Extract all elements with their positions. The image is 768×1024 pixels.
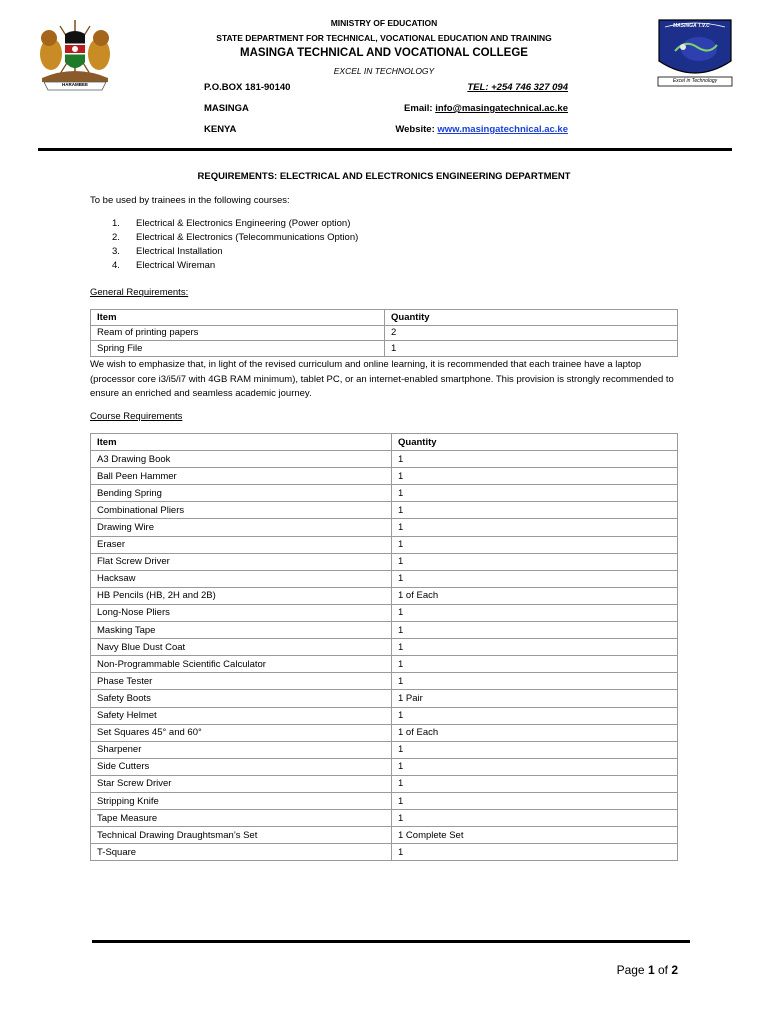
quantity-cell: 1 Complete Set (392, 827, 678, 844)
item-cell: A3 Drawing Book (91, 451, 392, 468)
general-requirements-table (90, 309, 678, 357)
column-header-quantity: Quantity (392, 434, 678, 451)
table-row (91, 604, 678, 621)
telephone: TEL: +254 746 327 094 (467, 82, 568, 93)
item-cell: Navy Blue Dust Coat (91, 639, 392, 656)
quantity-cell: 1 (392, 536, 678, 553)
item-cell: Sharpener (91, 741, 392, 758)
table-row (91, 341, 678, 357)
quantity-cell: 1 (392, 792, 678, 809)
website-line (395, 124, 568, 135)
page-number: Page 1 of 2 (616, 963, 678, 977)
list-item: 1. Electrical & Electronics Engineering (Power option) (112, 218, 351, 229)
quantity-cell: 1 (392, 604, 678, 621)
quantity-cell: 1 Pair (392, 690, 678, 707)
column-header-quantity: Quantity (385, 310, 678, 326)
table-row (91, 690, 678, 707)
email-label: Email: (404, 103, 436, 114)
address-line-pobox: P.O.BOX 181-90140 (204, 82, 291, 93)
table-row (91, 502, 678, 519)
table-row (91, 519, 678, 536)
header-divider (38, 148, 732, 151)
list-item: 4. Electrical Wireman (112, 260, 216, 271)
table-row (91, 792, 678, 809)
address-line-town: MASINGA (204, 103, 249, 114)
email-line (404, 103, 568, 114)
quantity-cell: 1 (385, 341, 678, 357)
course-requirements-heading: Course Requirements (90, 411, 183, 422)
intro-text: To be used by trainees in the following courses: (90, 195, 290, 206)
item-cell: Technical Drawing Draughtsman’s Set (91, 827, 392, 844)
item-cell: Ball Peen Hammer (91, 468, 392, 485)
item-cell: Side Cutters (91, 758, 392, 775)
college-logo-text: MASINGA T.V.C (673, 23, 710, 29)
address-line-country: KENYA (204, 124, 237, 135)
item-cell: Stripping Knife (91, 792, 392, 809)
quantity-cell: 1 of Each (392, 724, 678, 741)
table-row (91, 775, 678, 792)
item-cell: Spring File (91, 341, 385, 357)
item-cell: Flat Screw Driver (91, 553, 392, 570)
list-item: 3. Electrical Installation (112, 246, 223, 257)
item-cell: Phase Tester (91, 673, 392, 690)
quantity-cell: 1 (392, 570, 678, 587)
table-row (91, 844, 678, 861)
table-row (91, 673, 678, 690)
item-cell: HB Pencils (HB, 2H and 2B) (91, 587, 392, 604)
college-motto: EXCEL IN TECHNOLOGY (333, 66, 435, 76)
item-cell: Drawing Wire (91, 519, 392, 536)
column-header-item: Item (91, 310, 385, 326)
table-row (91, 325, 678, 341)
table-row (91, 639, 678, 656)
website-link[interactable]: www.masingatechnical.ac.ke (437, 124, 568, 135)
ministry-heading: MINISTRY OF EDUCATION (330, 18, 438, 28)
college-name: MASINGA TECHNICAL AND VOCATIONAL COLLEGE (240, 47, 528, 59)
table-row (91, 451, 678, 468)
table-row (91, 553, 678, 570)
table-header-row (91, 310, 678, 326)
item-cell: Bending Spring (91, 485, 392, 502)
item-cell: Masking Tape (91, 622, 392, 639)
list-item: 2. Electrical & Electronics (Telecommunications Option) (112, 232, 359, 243)
quantity-cell: 1 (392, 810, 678, 827)
college-logo-motto: Excel in Technology (672, 78, 718, 84)
table-row (91, 724, 678, 741)
item-cell: Non-Programmable Scientific Calculator (91, 656, 392, 673)
quantity-cell: 1 (392, 622, 678, 639)
table-row (91, 827, 678, 844)
table-row (91, 758, 678, 775)
quantity-cell: 1 (392, 707, 678, 724)
item-cell: Combinational Pliers (91, 502, 392, 519)
item-cell: T-Square (91, 844, 392, 861)
table-row (91, 587, 678, 604)
quantity-cell: 1 (392, 468, 678, 485)
quantity-cell: 1 (392, 741, 678, 758)
email-link[interactable]: info@masingatechnical.ac.ke (435, 103, 568, 114)
table-row (91, 656, 678, 673)
table-row (91, 707, 678, 724)
item-cell: Set Squares 45° and 60° (91, 724, 392, 741)
general-requirements-heading: General Requirements: (90, 287, 189, 298)
quantity-cell: 1 (392, 758, 678, 775)
item-cell: Star Screw Driver (91, 775, 392, 792)
table-row (91, 741, 678, 758)
quantity-cell: 1 (392, 553, 678, 570)
item-cell: Ream of printing papers (91, 325, 385, 341)
quantity-cell: 2 (385, 325, 678, 341)
device-recommendation-note: We wish to emphasize that, in light of the revised curriculum and online learning, it is recommended that each trainee have a laptop (processor core i3/i5/i7 with 4GB RAM minimum), tablet PC, or an internet-enabled smartphone. This provision is strongly recommended to ensure an enriched and seamless academic journey. (90, 359, 674, 399)
quantity-cell: 1 (392, 844, 678, 861)
column-header-item: Item (91, 434, 392, 451)
quantity-cell: 1 of Each (392, 587, 678, 604)
course-requirements-table (90, 433, 678, 861)
quantity-cell: 1 (392, 485, 678, 502)
table-row (91, 810, 678, 827)
item-cell: Hacksaw (91, 570, 392, 587)
state-department-heading: STATE DEPARTMENT FOR TECHNICAL, VOCATIONAL EDUCATION AND TRAINING (216, 33, 552, 43)
item-cell: Safety Helmet (91, 707, 392, 724)
course-list (112, 217, 358, 273)
table-row (91, 622, 678, 639)
table-row (91, 570, 678, 587)
item-cell: Long-Nose Pliers (91, 604, 392, 621)
item-cell: Tape Measure (91, 810, 392, 827)
item-cell: Eraser (91, 536, 392, 553)
table-row (91, 468, 678, 485)
table-row (91, 485, 678, 502)
quantity-cell: 1 (392, 519, 678, 536)
quantity-cell: 1 (392, 656, 678, 673)
footer-divider (92, 940, 690, 943)
quantity-cell: 1 (392, 673, 678, 690)
quantity-cell: 1 (392, 775, 678, 792)
quantity-cell: 1 (392, 451, 678, 468)
table-header-row (91, 434, 678, 451)
quantity-cell: 1 (392, 639, 678, 656)
website-label: Website: (395, 124, 438, 135)
document-title: REQUIREMENTS: ELECTRICAL AND ELECTRONICS ENGINEERING DEPARTMENT (197, 171, 571, 182)
item-cell: Safety Boots (91, 690, 392, 707)
table-row (91, 536, 678, 553)
coat-of-arms-ribbon-text: HARAMBEE (61, 82, 88, 87)
quantity-cell: 1 (392, 502, 678, 519)
